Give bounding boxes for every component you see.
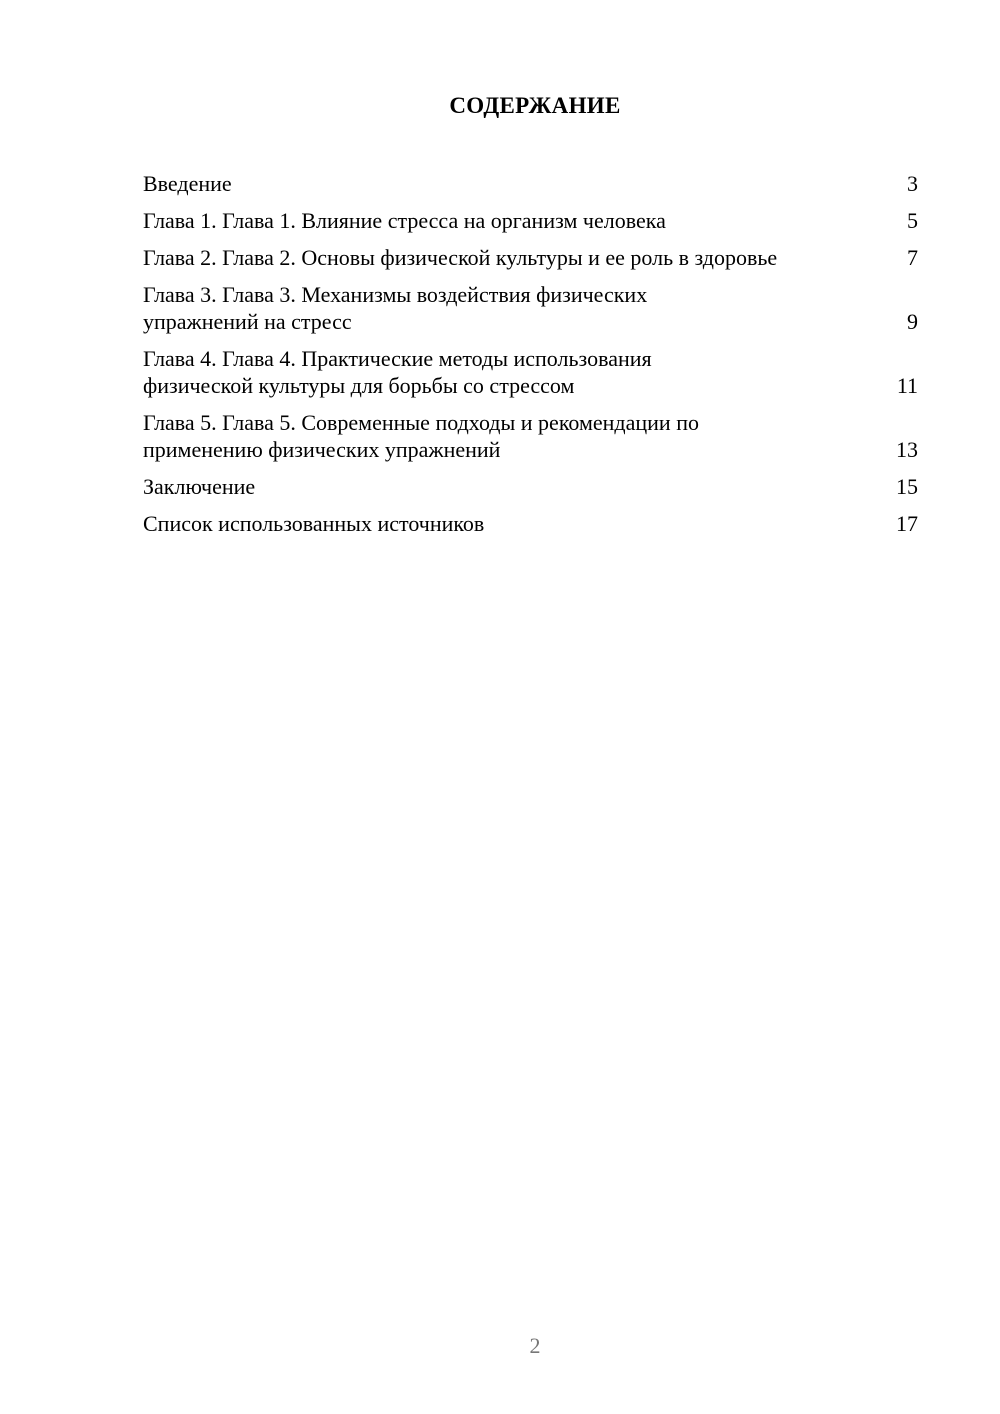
toc-entry[interactable]: [143, 345, 918, 399]
table-of-contents: [143, 170, 918, 537]
toc-entry-title: Заключение: [143, 474, 256, 499]
toc-entry-page: 5: [907, 208, 918, 233]
toc-entry-title: Список использованных источников: [143, 511, 485, 536]
toc-entry-page: 9: [907, 309, 918, 334]
toc-entry[interactable]: [143, 207, 918, 234]
toc-entry[interactable]: [143, 281, 918, 335]
toc-entry-page: 7: [907, 245, 918, 270]
page-number: 2: [529, 1333, 541, 1358]
toc-entry-title: Глава 1. Глава 1. Влияние стресса на организм человека: [143, 208, 666, 233]
toc-entry[interactable]: [143, 473, 918, 500]
toc-entry-page: 13: [896, 437, 918, 462]
toc-entry-title: Глава 2. Глава 2. Основы физической культуры и ее роль в здоровье: [143, 245, 778, 270]
toc-entry-title: Глава 3. Глава 3. Механизмы воздействия физических упражнений на стресс: [143, 282, 648, 334]
toc-entry[interactable]: [143, 409, 918, 463]
toc-entry-page: 11: [896, 373, 918, 398]
toc-entry-page: 3: [907, 171, 918, 196]
toc-entry-title: Глава 4. Глава 4. Практические методы использования физической культуры для борьбы со стрессом: [143, 346, 652, 398]
toc-entry[interactable]: [143, 244, 918, 271]
toc-entry-title: Глава 5. Глава 5. Современные подходы и рекомендации по применению физических упражнений: [143, 410, 699, 462]
page-title: СОДЕРЖАНИЕ: [449, 93, 621, 118]
toc-entry-page: 15: [896, 474, 918, 499]
toc-entry-title: Введение: [143, 171, 232, 196]
toc-entry[interactable]: [143, 510, 918, 537]
toc-entry-page: 17: [896, 511, 918, 536]
toc-entry[interactable]: [143, 170, 918, 197]
